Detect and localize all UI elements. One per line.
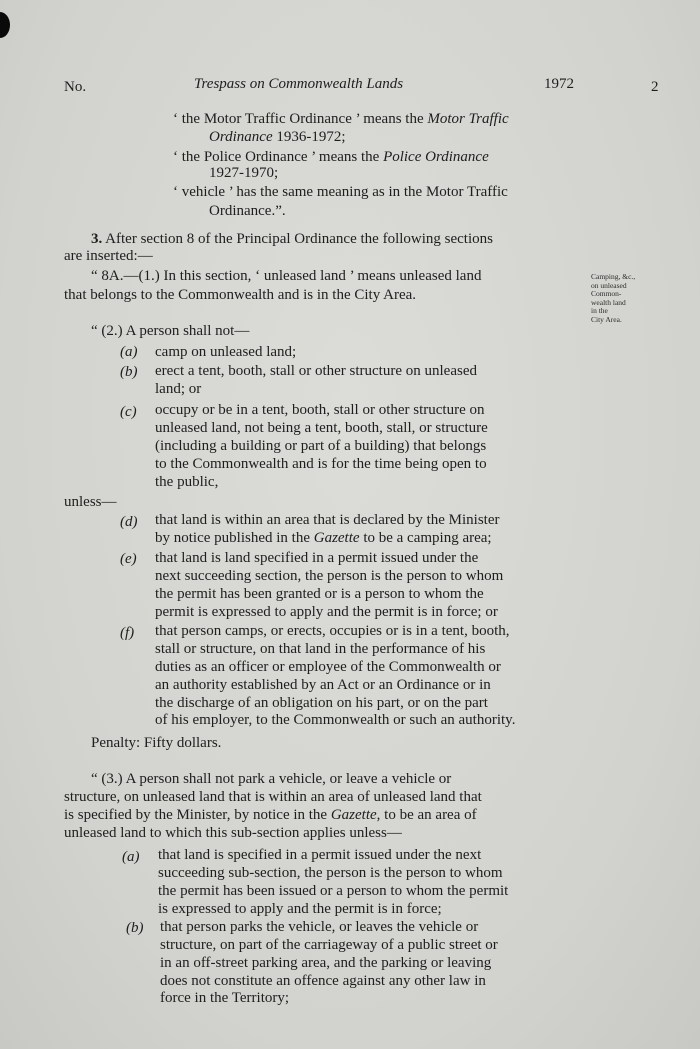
margin-note: Camping, &c., on unleased Common- wealth land in the City Area. [591, 272, 636, 324]
item-text: to be a camping area; [359, 530, 492, 546]
subsection-2-intro: “ (2.) A person shall not— [91, 323, 250, 339]
sub3-item-b-line-5: force in the Territory; [160, 990, 290, 1006]
subsection-3-line-1: “ (3.) A person shall not park a vehicle, or leave a vehicle or [91, 771, 452, 787]
penalty: Penalty: Fifty dollars. [91, 735, 222, 751]
sub3-item-a-line-3: the permit has been issued or a person to whom the permit [158, 883, 509, 899]
definition-motor-traffic [173, 110, 509, 128]
sub3-item-b-line-2: structure, on part of the carriageway of a public street or [160, 937, 498, 953]
item-d-line-1: that land is within an area that is declared by the Minister [155, 512, 500, 528]
definition-vehicle: ‘ vehicle ’ has the same meaning as in the Motor Traffic [173, 184, 508, 200]
subsection-3-line-3 [64, 806, 477, 824]
item-f-line-2: stall or structure, on that land in the performance of his [155, 641, 486, 657]
sub3-item-a-line-2: succeeding sub-section, the person is the person to whom [158, 865, 503, 881]
definition-title: Police Ordinance [383, 149, 489, 165]
header-year: 1972 [544, 76, 574, 92]
item-text: by notice published in the [155, 530, 314, 546]
section-number: 3. [91, 231, 103, 247]
item-c-label: (c) [120, 404, 137, 420]
sub3-item-a-line-1: that land is specified in a permit issued under the next [158, 847, 482, 863]
header-title: Trespass on Commonwealth Lands [194, 76, 404, 92]
item-c-line-3: (including a building or part of a building) that belongs [155, 438, 487, 454]
punch-hole [0, 12, 10, 38]
section-8a-line-1: “ 8A.—(1.) In this section, ‘ unleased land ’ means unleased land [91, 268, 482, 284]
definition-police-cont: 1927-1970; [209, 165, 279, 181]
definition-title: Ordinance [209, 129, 273, 145]
item-e-line-1: that land is land specified in a permit issued under the [155, 550, 479, 566]
section-8a-line-2: that belongs to the Commonwealth and is in the City Area. [64, 287, 417, 303]
definition-title: Motor Traffic [427, 111, 509, 127]
item-c-line-1: occupy or be in a tent, booth, stall or other structure on [155, 402, 485, 418]
item-f-label: (f) [120, 625, 135, 641]
item-b-label: (b) [120, 364, 138, 380]
item-d-line-2 [155, 529, 492, 547]
section-3-line-2: are inserted:— [64, 248, 153, 264]
gazette-italic: Gazette [330, 807, 377, 823]
item-e-line-3: the permit has been granted or is a person to whom the [155, 586, 484, 602]
sub3-item-b-line-1: that person parks the vehicle, or leaves the vehicle or [160, 919, 479, 935]
definition-text: 1936-1972; [272, 129, 346, 145]
item-c-line-4: to the Commonwealth and is for the time being open to [155, 456, 487, 472]
gazette-italic: Gazette [313, 530, 360, 546]
sub3-item-b-line-4: does not constitute an offence against any other law in [160, 973, 486, 989]
item-f-line-3: duties as an officer or employee of the Commonwealth or [155, 659, 501, 675]
definition-vehicle-cont: Ordinance.”. [209, 203, 286, 219]
item-f-line-1: that person camps, or erects, occupies or is in a tent, booth, [155, 623, 510, 639]
header-page-number: 2 [651, 79, 659, 95]
header-no-label: No. [64, 79, 87, 95]
item-d-label: (d) [120, 514, 138, 530]
sub3-item-a-label: (a) [122, 849, 140, 865]
item-b-line-1: erect a tent, booth, stall or other structure on unleased [155, 363, 477, 379]
item-e-label: (e) [120, 551, 137, 567]
section-3-line-1 [91, 230, 493, 248]
item-a-label: (a) [120, 344, 138, 360]
item-f-line-5: the discharge of an obligation on his part, or on the part [155, 695, 488, 711]
subsection-3-line-4: unleased land to which this sub-section applies unless— [64, 825, 402, 841]
sub3-item-b-line-3: in an off-street parking area, and the parking or leaving [160, 955, 492, 971]
item-e-line-4: permit is expressed to apply and the permit is in force; or [155, 604, 498, 620]
subsection-3-line-2: structure, on unleased land that is within an area of unleased land that [64, 789, 482, 805]
sub3-item-a-line-4: is expressed to apply and the permit is in force; [158, 901, 442, 917]
subsection-text: , to be an area of [376, 807, 477, 823]
item-c-line-2: unleased land, not being a tent, booth, stall, or structure [155, 420, 488, 436]
item-c-line-5: the public, [155, 474, 219, 490]
item-b-line-2: land; or [155, 381, 202, 397]
subsection-text: is specified by the Minister, by notice in the [64, 807, 331, 823]
section-text: After section 8 of the Principal Ordinance the following sections [102, 231, 493, 247]
item-f-line-4: an authority established by an Act or an Ordinance or in [155, 677, 491, 693]
item-e-line-2: next succeeding section, the person is the person to whom [155, 568, 504, 584]
definition-text: ‘ the Motor Traffic Ordinance ’ means the [173, 111, 428, 127]
unless-label: unless— [64, 494, 117, 510]
definition-text: ‘ the Police Ordinance ’ means the [173, 149, 384, 165]
sub3-item-b-label: (b) [126, 920, 144, 936]
item-a-text: camp on unleased land; [155, 344, 297, 360]
item-f-line-6: of his employer, to the Commonwealth or such an authority. [155, 712, 516, 728]
definition-motor-traffic-cont [209, 128, 346, 146]
